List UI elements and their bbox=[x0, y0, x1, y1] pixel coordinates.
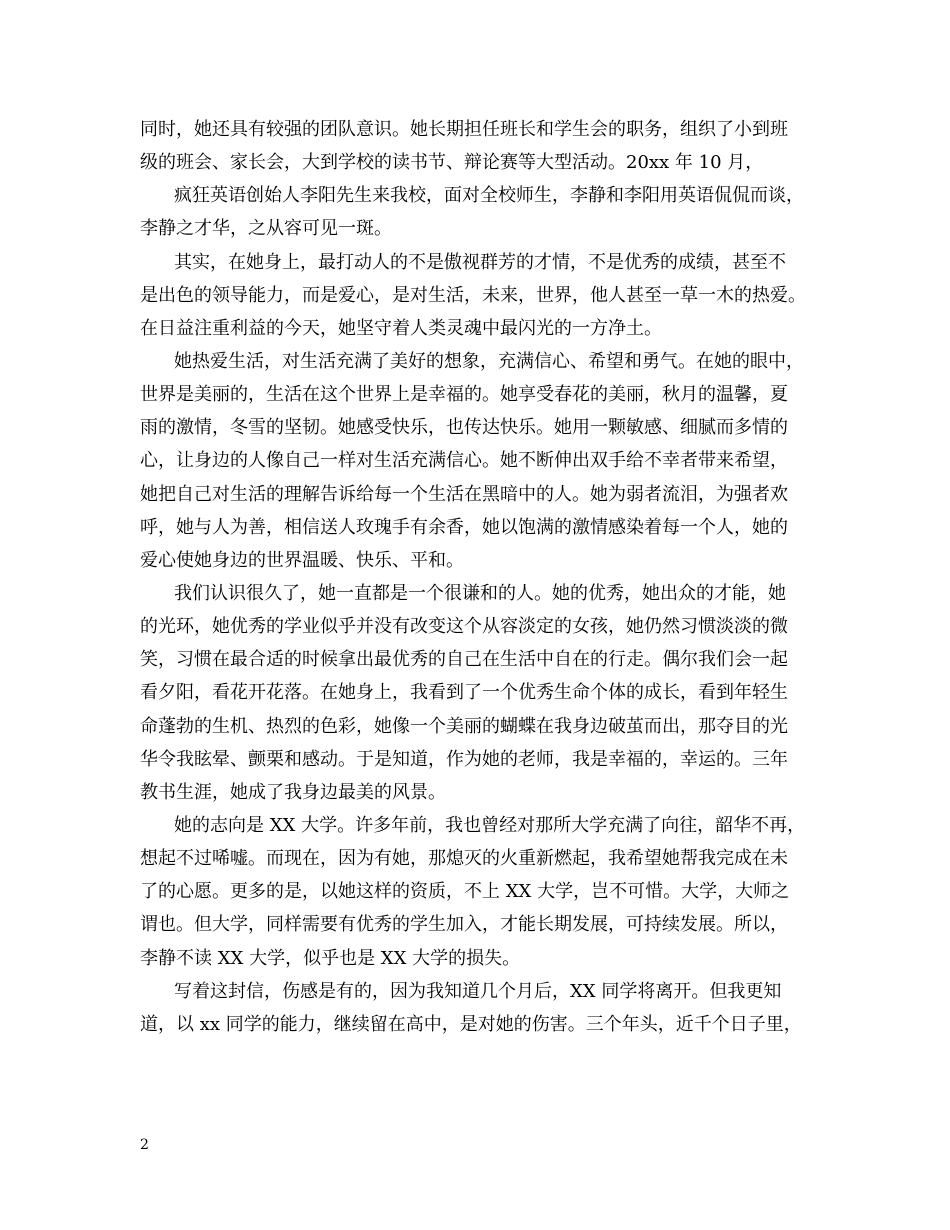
text-line: 心，让身边的人像自己一样对生活充满信心。她不断伸出双手给不幸者带来希望， bbox=[140, 450, 788, 472]
text-line: 同时，她还具有较强的团队意识。她长期担任班长和学生会的职务，组织了小到班 bbox=[140, 119, 788, 140]
body-text bbox=[140, 113, 830, 1041]
text-line: 笑，习惯在最合适的时候拿出最优秀的自己在生活中自在的行走。偶尔我们会一起 bbox=[140, 649, 788, 671]
text-line: 在日益注重利益的今天，她坚守着人类灵魂中最闪光的一方净土。 bbox=[140, 317, 662, 339]
text-line: 的光环，她优秀的学业似乎并没有改变这个从容淡定的女孩，她仍然习惯淡淡的微 bbox=[140, 616, 788, 638]
text-line: 是出色的领导能力，而是爱心，是对生活，未来，世界，他人甚至一草一木的热爱。 bbox=[140, 284, 806, 306]
text-line: 想起不过唏嘘。而现在，因为有她，那熄灭的火重新燃起，我希望她帮我完成在未 bbox=[140, 848, 788, 870]
text-line: 命蓬勃的生机、热烈的色彩，她像一个美丽的蝴蝶在我身边破茧而出，那夺目的光 bbox=[140, 715, 788, 737]
text-line: 她的志向是 XX 大学。许多年前，我也曾经对那所大学充满了向往，韶华不再， bbox=[174, 814, 806, 836]
text-line: 其实，在她身上，最打动人的不是傲视群芳的才情，不是优秀的成绩，甚至不 bbox=[174, 251, 786, 273]
paragraph bbox=[140, 246, 830, 345]
text-line: 疯狂英语创始人李阳先生来我校，面对全校师生，李静和李阳用英语侃侃而谈， bbox=[174, 185, 804, 207]
text-line: 了的心愿。更多的是，以她这样的资质，不上 XX 大学，岂不可惜。大学，大师之 bbox=[140, 881, 790, 903]
text-line: 教书生涯，她成了我身边最美的风景。 bbox=[140, 781, 446, 803]
page-number: 2 bbox=[140, 1137, 149, 1153]
paragraph bbox=[140, 345, 830, 577]
paragraph bbox=[140, 975, 830, 1041]
paragraph bbox=[140, 179, 830, 245]
text-line: 呼，她与人为善，相信送人玫瑰手有余香，她以饱满的激情感染着每一个人，她的 bbox=[140, 516, 788, 538]
text-line: 李静之才华，之从容可见一斑。 bbox=[140, 218, 392, 240]
text-line: 她把自己对生活的理解告诉给每一个生活在黑暗中的人。她为弱者流泪，为强者欢 bbox=[140, 483, 788, 505]
text-line: 华令我眩晕、颤栗和感动。于是知道，作为她的老师，我是幸福的，幸运的。三年 bbox=[140, 748, 788, 770]
text-line: 看夕阳，看花开花落。在她身上，我看到了一个优秀生命个体的成长，看到年轻生 bbox=[140, 682, 788, 704]
text-line: 她热爱生活，对生活充满了美好的想象，充满信心、希望和勇气。在她的眼中， bbox=[174, 350, 804, 372]
text-line: 爱心使她身边的世界温暖、快乐、平和。 bbox=[140, 549, 464, 571]
text-line: 世界是美丽的，生活在这个世界上是幸福的。她享受春花的美丽，秋月的温馨，夏 bbox=[140, 384, 788, 406]
text-line: 道，以 xx 同学的能力，继续留在高中，是对她的伤害。三个年头，近千个日子里， bbox=[140, 1013, 802, 1035]
text-line: 李静不读 XX 大学，似乎也是 XX 大学的损失。 bbox=[140, 947, 521, 969]
paragraph bbox=[140, 809, 830, 975]
paragraph bbox=[140, 113, 830, 179]
text-line: 谓也。但大学，同样需要有优秀的学生加入，才能长期发展，可持续发展。所以， bbox=[140, 914, 788, 936]
text-line: 写着这封信，伤感是有的，因为我知道几个月后，XX 同学将离开。但我更知 bbox=[174, 980, 782, 1002]
text-line: 雨的激情，冬雪的坚韧。她感受快乐，也传达快乐。她用一颗敏感、细腻而多情的 bbox=[140, 417, 788, 439]
text-line: 级的班会、家长会，大到学校的读书节、辩论赛等大型活动。20xx 年 10 月， bbox=[140, 152, 764, 174]
paragraph bbox=[140, 577, 830, 809]
text-line: 我们认识很久了，她一直都是一个很谦和的人。她的优秀，她出众的才能，她 bbox=[174, 582, 786, 604]
